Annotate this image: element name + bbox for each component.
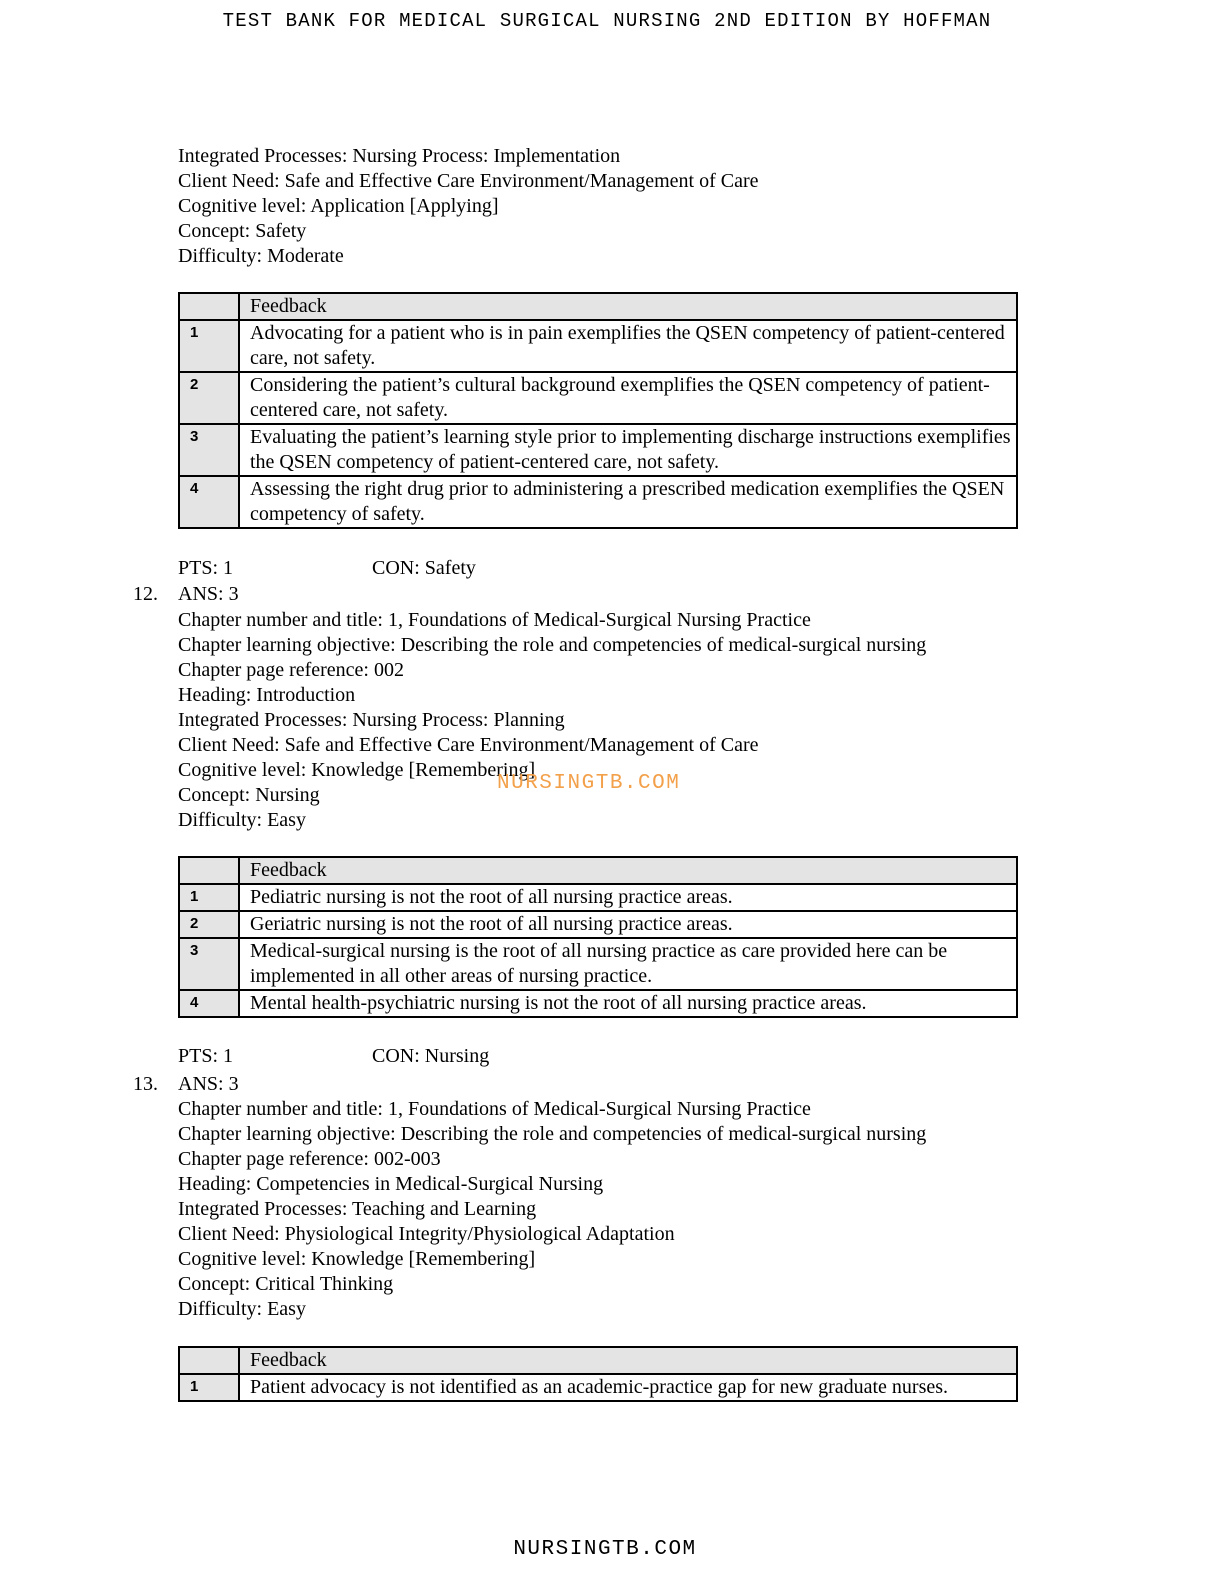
feedback-text: Considering the patient’s cultural background exemplifies the QSEN competency of patient-centered care, not safety. — [239, 372, 1017, 424]
q12-meta-line: Heading: Introduction — [178, 684, 356, 706]
q11-concept: CON: Safety — [372, 557, 476, 579]
page-header: TEST BANK FOR MEDICAL SURGICAL NURSING 2ND EDITION BY HOFFMAN — [222, 10, 992, 32]
q13-meta-line: Cognitive level: Knowledge [Remembering] — [178, 1248, 536, 1270]
q11-meta-line: Integrated Processes: Nursing Process: Implementation — [178, 145, 621, 167]
table-row — [179, 938, 1017, 990]
option-number: 1 — [179, 320, 239, 372]
option-number: 1 — [179, 884, 239, 911]
q12-points: PTS: 1 — [178, 1045, 234, 1067]
q11-meta-line: Difficulty: Moderate — [178, 245, 344, 267]
q11-feedback-table — [178, 292, 1018, 529]
question-number: 13. — [133, 1073, 158, 1095]
feedback-text: Mental health-psychiatric nursing is not the root of all nursing practice areas. — [239, 990, 1017, 1017]
q13-meta-line: Client Need: Physiological Integrity/Physiological Adaptation — [178, 1223, 675, 1245]
q13-meta-line: Heading: Competencies in Medical-Surgical Nursing — [178, 1173, 604, 1195]
option-number: 1 — [179, 1374, 239, 1401]
feedback-header: Feedback — [239, 1347, 1017, 1374]
q13-meta-line: Chapter number and title: 1, Foundations of Medical-Surgical Nursing Practice — [178, 1098, 811, 1120]
answer: ANS: 3 — [178, 583, 239, 605]
table-row — [179, 1374, 1017, 1401]
option-number: 4 — [179, 476, 239, 528]
option-number: 2 — [179, 911, 239, 938]
table-row — [179, 372, 1017, 424]
answer: ANS: 3 — [178, 1073, 239, 1095]
q11-meta-line: Cognitive level: Application [Applying] — [178, 195, 499, 217]
q12-meta-line: Chapter page reference: 002 — [178, 659, 404, 681]
option-number: 2 — [179, 372, 239, 424]
q11-points: PTS: 1 — [178, 557, 234, 579]
table-row — [179, 476, 1017, 528]
table-row — [179, 911, 1017, 938]
table-row — [179, 990, 1017, 1017]
table-header-row — [179, 857, 1017, 884]
q13-meta-line: Difficulty: Easy — [178, 1298, 306, 1320]
q13-meta-line: Integrated Processes: Teaching and Learning — [178, 1198, 537, 1220]
q12-feedback-table — [178, 856, 1018, 1018]
table-header-row — [179, 1347, 1017, 1374]
feedback-text: Assessing the right drug prior to administering a prescribed medication exemplifies the QSEN competency of safety. — [239, 476, 1017, 528]
q12-meta-line: Cognitive level: Knowledge [Remembering] — [178, 759, 536, 781]
option-number: 4 — [179, 990, 239, 1017]
table-row — [179, 320, 1017, 372]
q12-meta-line: Chapter learning objective: Describing the role and competencies of medical-surgical nursing — [178, 634, 927, 656]
q13-answer-line — [133, 1072, 239, 1097]
feedback-text: Geriatric nursing is not the root of all nursing practice areas. — [239, 911, 1017, 938]
page-footer: NURSINGTB.COM — [513, 1538, 697, 1561]
table-header-row — [179, 293, 1017, 320]
q12-meta-line: Concept: Nursing — [178, 784, 320, 806]
question-number: 12. — [133, 583, 158, 605]
feedback-text: Pediatric nursing is not the root of all nursing practice areas. — [239, 884, 1017, 911]
q12-concept: CON: Nursing — [372, 1045, 490, 1067]
table-row — [179, 884, 1017, 911]
q12-answer-line — [133, 582, 239, 607]
q13-meta-line: Chapter learning objective: Describing the role and competencies of medical-surgical nursing — [178, 1123, 927, 1145]
option-number: 3 — [179, 938, 239, 990]
watermark: NURSINGTB.COM — [497, 772, 681, 795]
feedback-header: Feedback — [239, 293, 1017, 320]
q12-metadata — [178, 608, 926, 833]
feedback-text: Evaluating the patient’s learning style prior to implementing discharge instructions exemplifies the QSEN competency of patient-centered care, not safety. — [239, 424, 1017, 476]
q11-metadata — [178, 144, 759, 269]
q13-meta-line: Chapter page reference: 002-003 — [178, 1148, 441, 1170]
table-row — [179, 424, 1017, 476]
q13-feedback-table — [178, 1346, 1018, 1402]
q12-meta-line: Chapter number and title: 1, Foundations of Medical-Surgical Nursing Practice — [178, 609, 811, 631]
q13-metadata — [178, 1097, 926, 1322]
feedback-text: Medical-surgical nursing is the root of all nursing practice as care provided here can be implemented in all other areas of nursing practice. — [239, 938, 1017, 990]
option-number: 3 — [179, 424, 239, 476]
q12-meta-line: Integrated Processes: Nursing Process: Planning — [178, 709, 565, 731]
feedback-header: Feedback — [239, 857, 1017, 884]
feedback-text: Advocating for a patient who is in pain exemplifies the QSEN competency of patient-centered care, not safety. — [239, 320, 1017, 372]
q12-meta-line: Client Need: Safe and Effective Care Environment/Management of Care — [178, 734, 759, 756]
q11-meta-line: Concept: Safety — [178, 220, 307, 242]
q12-meta-line: Difficulty: Easy — [178, 809, 306, 831]
q11-meta-line: Client Need: Safe and Effective Care Environment/Management of Care — [178, 170, 759, 192]
feedback-text: Patient advocacy is not identified as an academic-practice gap for new graduate nurses. — [239, 1374, 1017, 1401]
q13-meta-line: Concept: Critical Thinking — [178, 1273, 394, 1295]
